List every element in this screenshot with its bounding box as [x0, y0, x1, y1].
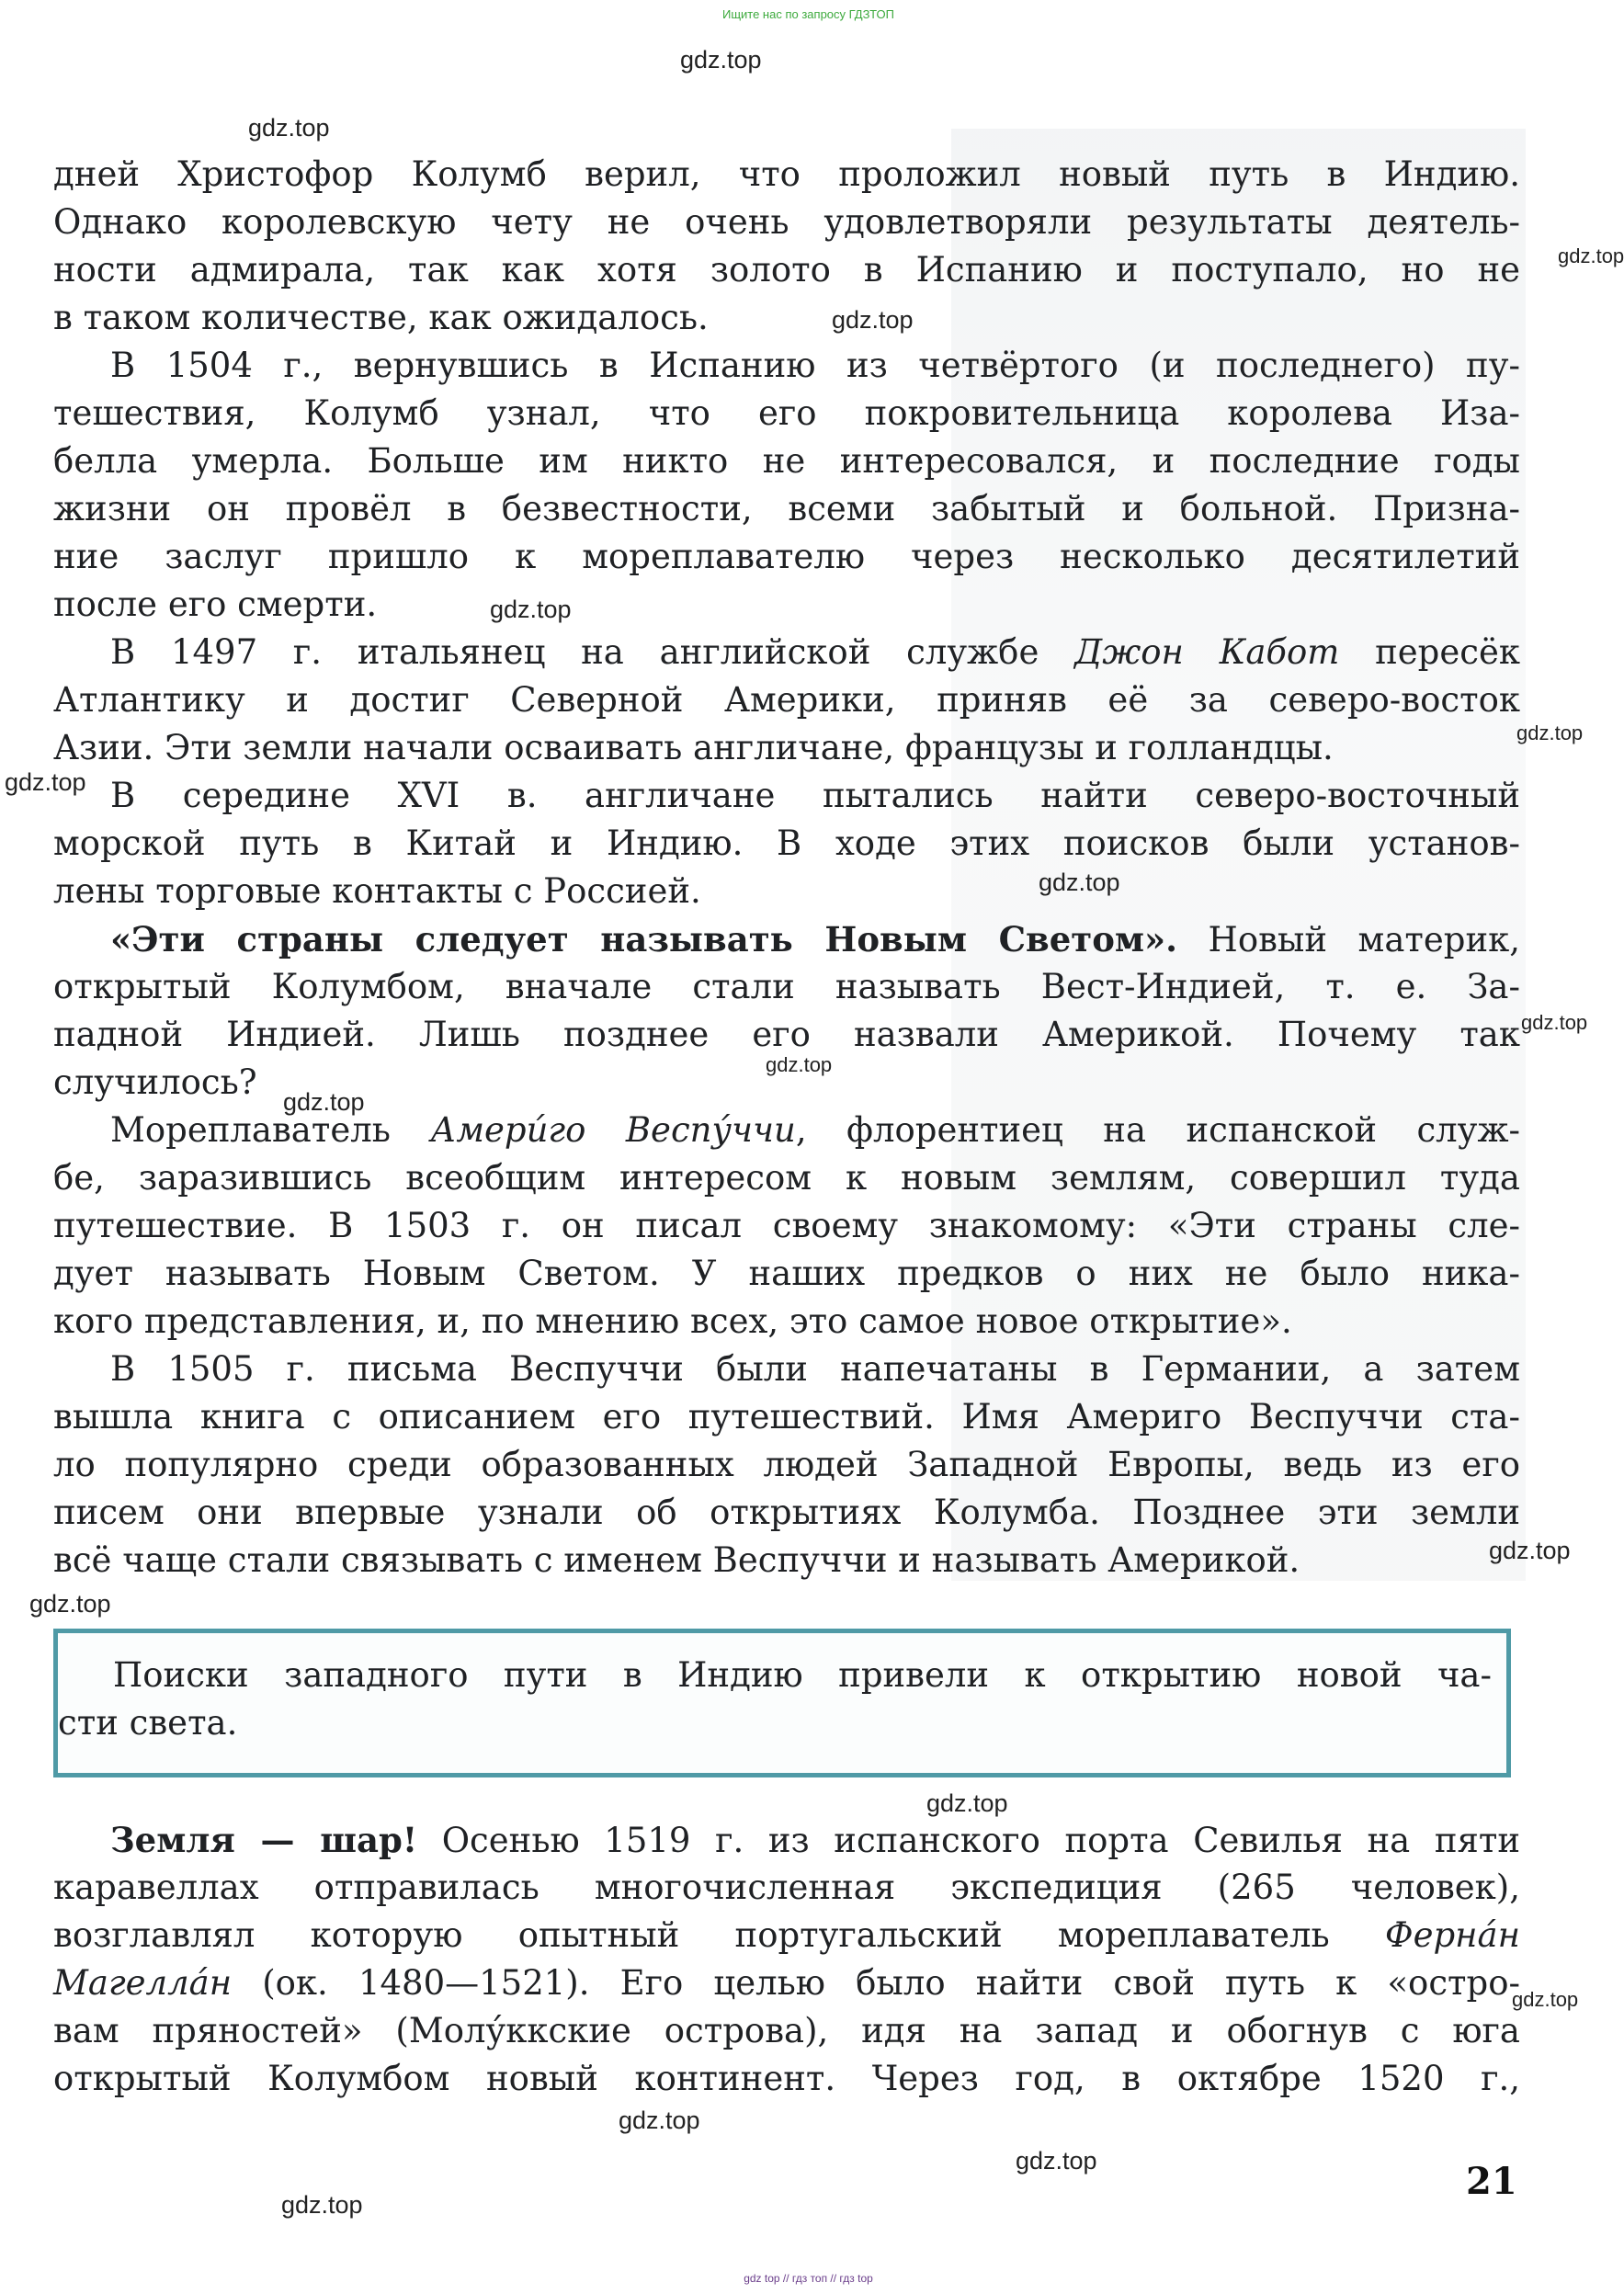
text-line: тешествия, Колумб узнал, что его покровительница королева Иза- [53, 393, 1520, 433]
summary-line: Поиски западного пути в Индию привели к открытию новой ча- [113, 1655, 1492, 1695]
watermark: gdz.top [248, 114, 330, 142]
text-line: жизни он провёл в безвестности, всеми забытый и больной. Призна- [53, 489, 1520, 528]
text-line: в таком количестве, как ожидалось. [53, 298, 709, 337]
text-line: Азии. Эти земли начали осваивать англичане, французы и голландцы. [53, 728, 1334, 767]
person-name: Амери́го Веспу́ччи [430, 1110, 796, 1150]
text-line: путешествие. В 1503 г. он писал своему знакомому: «Эти страны сле- [53, 1206, 1520, 1245]
summary-line: сти света. [58, 1703, 238, 1743]
text-line: В середине XVI в. англичане пытались найти северо-восточный [110, 776, 1520, 815]
watermark: gdz.top [281, 2191, 363, 2219]
watermark: gdz.top [680, 46, 762, 74]
text-line: падной Индией. Лишь позднее его назвали Америкой. Почему так [53, 1015, 1520, 1054]
person-name: Ферна́н [1384, 1915, 1520, 1955]
text-line: лены торговые контакты с Россией. [53, 871, 701, 911]
text-line: морской путь в Китай и Индию. В ходе этих поисков были установ- [53, 823, 1520, 863]
text-line: вам пряностей» (Молу́ккские острова), идя на запад и обогнув с юга [53, 2011, 1520, 2050]
text-line: каравеллах отправилась многочисленная экспедиция (265 человек), [53, 1868, 1520, 1907]
watermark: gdz.top [5, 768, 86, 796]
text-line: Однако королевскую чету не очень удовлетворяли результаты деятель- [53, 202, 1520, 242]
text-line: открытый Колумбом новый континент. Через год, в октябре 1520 г., [53, 2059, 1520, 2098]
watermark: gdz.top [766, 1053, 833, 1076]
watermark: gdz.top [1489, 1537, 1571, 1564]
text-line: вышла книга с описанием его путешествий. Имя Америго Веспуччи ста- [53, 1397, 1520, 1437]
text-line: белла умерла. Больше им никто не интересовался, и последние годы [53, 441, 1520, 481]
text-line: дней Христофор Колумб верил, что проложил новый путь в Индию. [53, 154, 1520, 194]
watermark: gdz.top [1016, 2147, 1097, 2175]
page-number: 21 [1466, 2160, 1517, 2203]
text-line: писем они впервые узнали об открытиях Колумба. Позднее эти земли [53, 1493, 1520, 1532]
text-line: возглавлял которую опытный португальский мореплаватель Ферна́н [53, 1915, 1520, 1955]
section-heading: «Эти страны следует называть Новым Светом». [110, 919, 1178, 960]
summary-box [53, 1629, 1511, 1777]
text-line: «Эти страны следует называть Новым Светом». Новый материк, [110, 919, 1520, 960]
watermark: gdz.top [1521, 1011, 1588, 1034]
text-line: В 1497 г. итальянец на английской службе Джон Кабот пересёк [110, 632, 1521, 672]
text-line: Земля — шар! Осенью 1519 г. из испанского порта Севилья на пяти [110, 1820, 1520, 1860]
text-line: случилось? [53, 1062, 257, 1102]
text-line: ности адмирала, так как хотя золото в Испанию и поступало, но не [53, 250, 1520, 290]
text-line: открытый Колумбом, вначале стали называть Вест-Индией, т. е. За- [53, 967, 1520, 1006]
header-note: Ищите нас по запросу ГДЗТОП [721, 7, 894, 21]
text-line: Атлантику и достиг Северной Америки, приняв её за северо-восток [53, 680, 1520, 720]
text-line: ло популярно среди образованных людей Западной Европы, ведь из его [53, 1445, 1520, 1484]
text-line: бе, заразившись всеобщим интересом к новым землям, совершил туда [53, 1158, 1520, 1198]
text-line: дует называть Новым Светом. У наших предков о них не было ника- [53, 1254, 1520, 1293]
watermark: gdz.top [1039, 869, 1120, 896]
watermark: gdz.top [1512, 1988, 1579, 2011]
text-line: ние заслуг пришло к мореплавателю через несколько десятилетий [53, 537, 1520, 576]
watermark: gdz.top [926, 1789, 1008, 1817]
watermark: gdz.top [1558, 244, 1624, 267]
watermark: gdz.top [1516, 721, 1584, 744]
text-line: В 1504 г., вернувшись в Испанию из четвёртого (и последнего) пу- [110, 346, 1520, 385]
section-heading: Земля — шар! [110, 1820, 418, 1860]
text-line: Магелла́н (ок. 1480—1521). Его целью было найти свой путь к «остро- [53, 1963, 1520, 2003]
text-line: кого представления, и, по мнению всех, это самое новое открытие». [53, 1301, 1292, 1341]
footer-note: gdz top // гдз топ // гдз top [744, 2272, 873, 2285]
person-name: Магелла́н [53, 1963, 233, 2003]
text-line: всё чаще стали связывать с именем Веспуччи и называть Америкой. [53, 1540, 1300, 1580]
watermark: gdz.top [490, 596, 572, 623]
watermark: gdz.top [29, 1590, 111, 1618]
text-line: после его смерти. [53, 585, 378, 624]
text-line: Мореплаватель Амери́го Веспу́ччи, флорентиец на испанской служ- [110, 1110, 1520, 1150]
watermark: gdz.top [832, 306, 914, 334]
text-line: В 1505 г. письма Веспуччи были напечатаны в Германии, а затем [110, 1349, 1520, 1389]
watermark: gdz.top [283, 1088, 365, 1116]
watermark: gdz.top [619, 2107, 700, 2134]
person-name: Джон Кабот [1074, 632, 1340, 672]
